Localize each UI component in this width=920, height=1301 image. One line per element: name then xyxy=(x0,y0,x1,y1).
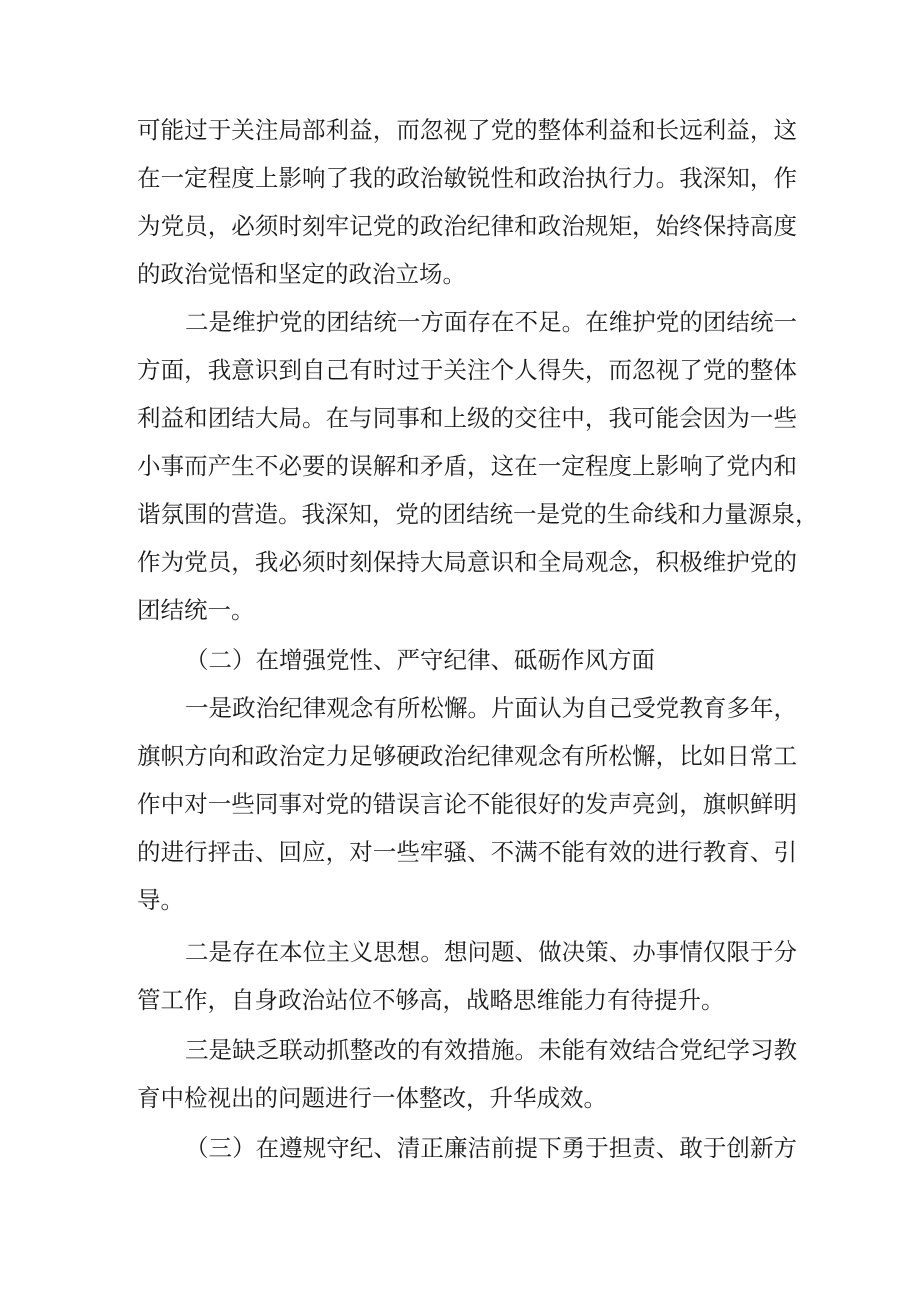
paragraph-line: 方面，我意识到自己有时过于关注个人得失，而忽视了党的整体 xyxy=(137,356,797,384)
paragraph-line: 可能过于关注局部利益，而忽视了党的整体利益和长远利益，这 xyxy=(137,116,797,144)
paragraph-line: 作为党员，我必须时刻保持大局意识和全局观念，积极维护党的 xyxy=(137,548,797,576)
section-heading: （三）在遵规守纪、清正廉洁前提下勇于担责、敢于创新方 xyxy=(185,1134,797,1162)
paragraph-line: 作中对一些同事对党的错误言论不能很好的发声亮剑，旗帜鲜明 xyxy=(137,790,797,818)
paragraph-line: 团结统一。 xyxy=(137,596,255,624)
paragraph-line: 管工作，自身政治站位不够高，战略思维能力有待提升。 xyxy=(137,986,725,1014)
paragraph-line: 一是政治纪律观念有所松懈。片面认为自己受党教育多年， xyxy=(185,694,797,722)
paragraph-line: 为党员，必须时刻牢记党的政治纪律和政治规矩，始终保持高度 xyxy=(137,212,797,240)
paragraph-line: 谐氛围的营造。我深知，党的团结统一是党的生命线和力量源泉， xyxy=(137,500,819,528)
section-heading: （二）在增强党性、严守纪律、砥砺作风方面 xyxy=(185,646,655,674)
paragraph-line: 旗帜方向和政治定力足够硬政治纪律观念有所松懈，比如日常工 xyxy=(137,742,797,770)
paragraph-line: 导。 xyxy=(137,886,184,914)
paragraph-line: 的进行抨击、回应，对一些牢骚、不满不能有效的进行教育、引 xyxy=(137,838,797,866)
paragraph-line: 小事而产生不必要的误解和矛盾，这在一定程度上影响了党内和 xyxy=(137,452,797,480)
paragraph-line: 在一定程度上影响了我的政治敏锐性和政治执行力。我深知，作 xyxy=(137,164,797,192)
paragraph-line: 利益和团结大局。在与同事和上级的交往中，我可能会因为一些 xyxy=(137,404,797,432)
paragraph-line: 二是维护党的团结统一方面存在不足。在维护党的团结统一 xyxy=(185,308,797,336)
paragraph-line: 二是存在本位主义思想。想问题、做决策、办事情仅限于分 xyxy=(185,938,797,966)
paragraph-line: 的政治觉悟和坚定的政治立场。 xyxy=(137,260,466,288)
paragraph-line: 育中检视出的问题进行一体整改，升华成效。 xyxy=(137,1084,607,1112)
paragraph-line: 三是缺乏联动抓整改的有效措施。未能有效结合党纪学习教 xyxy=(185,1036,797,1064)
